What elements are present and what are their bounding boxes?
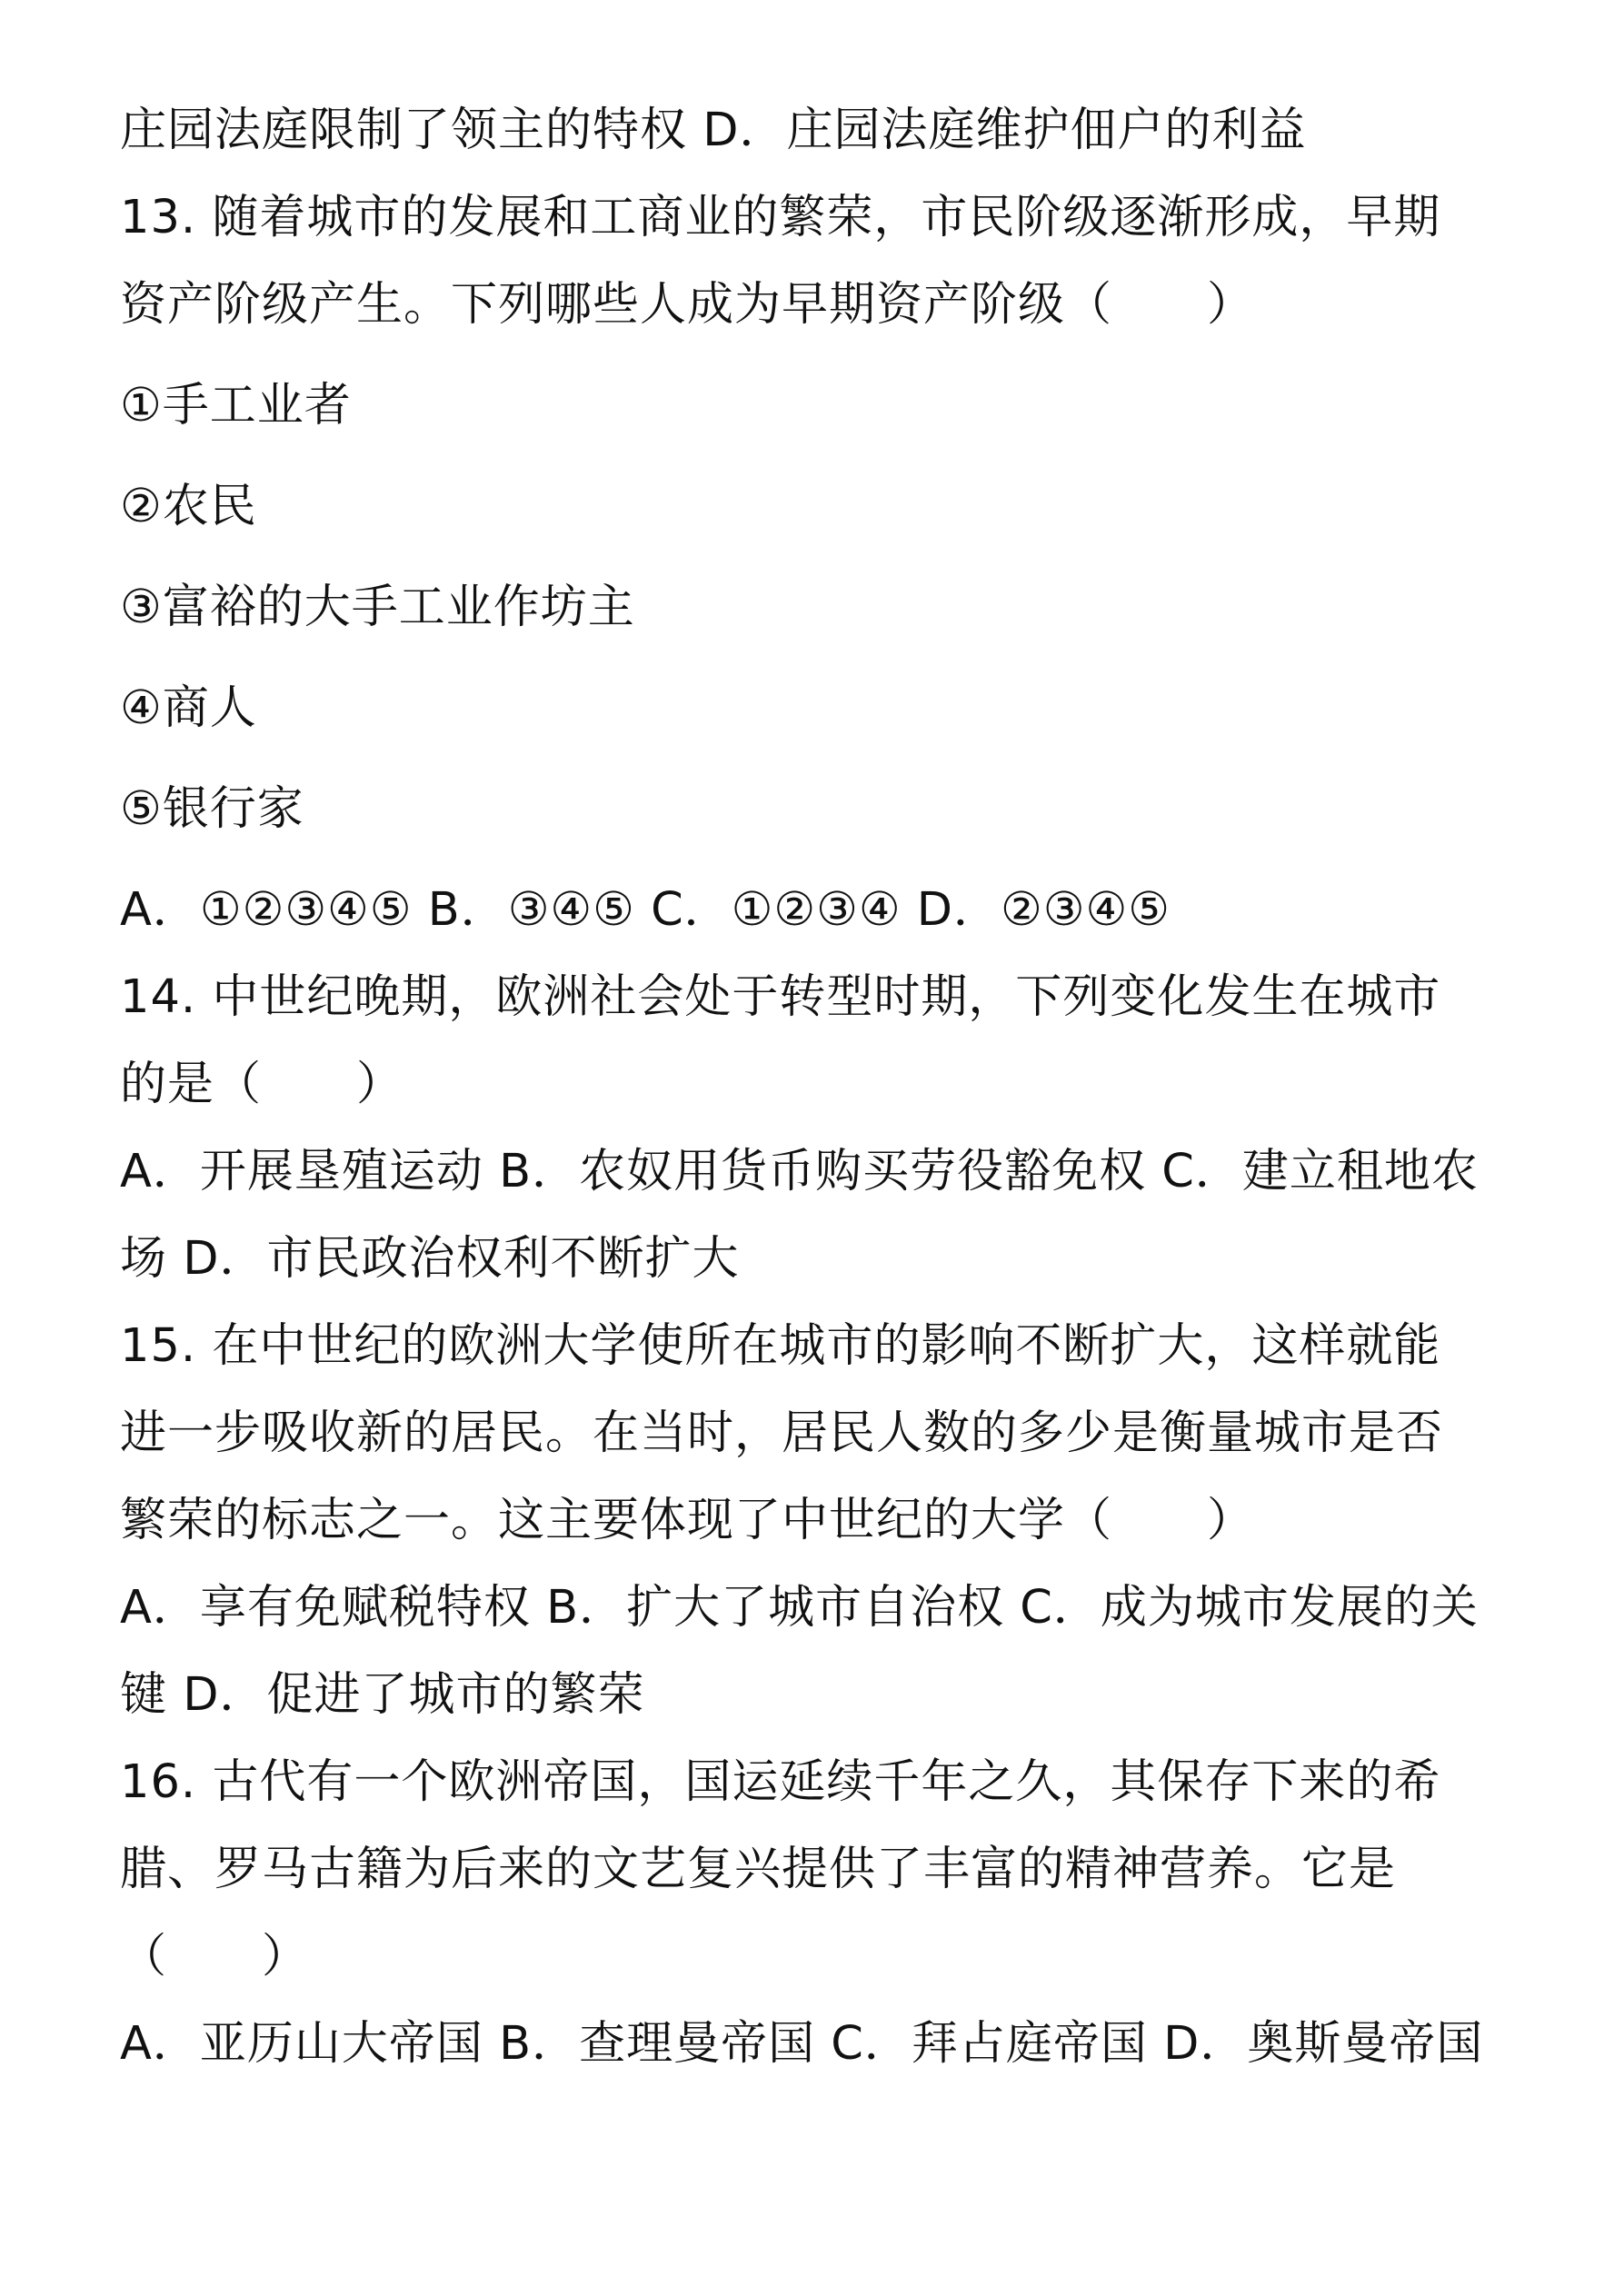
document-page bbox=[120, 87, 1538, 2088]
q16-stem-line-3: （ ） bbox=[120, 1930, 310, 1983]
q16-stem-line-2: 腊、罗马古籍为后来的文艺复兴提供了丰富的精神营养。它是 bbox=[120, 1843, 1397, 1896]
q14-stem-line-1: 14. 中世纪晚期，欧洲社会处于转型时期，下列变化发生在城市 bbox=[120, 970, 1441, 1024]
q15-stem-line-2: 进一步吸收新的居民。在当时，居民人数的多少是衡量城市是否 bbox=[120, 1406, 1444, 1460]
q13-item-1: ①手工业者 bbox=[120, 379, 352, 432]
q15-stem-line-1: 15. 在中世纪的欧洲大学使所在城市的影响不断扩大，这样就能 bbox=[120, 1319, 1441, 1373]
q14-options-line-2: 场 D．市民政治权利不断扩大 bbox=[120, 1232, 740, 1286]
q14-stem-line-2: 的是（ ） bbox=[120, 1058, 404, 1111]
q12-option-cd-tail: 庄园法庭限制了领主的特权 D．庄园法庭维护佃户的利益 bbox=[120, 104, 1307, 157]
q16-stem-line-1: 16. 古代有一个欧洲帝国，国运延续千年之久，其保存下来的希 bbox=[120, 1755, 1441, 1809]
q13-item-5: ⑤银行家 bbox=[120, 782, 304, 836]
q16-options: A．亚历山大帝国 B．查理曼帝国 C．拜占庭帝国 D．奥斯曼帝国 bbox=[120, 2017, 1484, 2071]
q14-options-line-1: A．开展垦殖运动 B．农奴用货币购买劳役豁免权 C．建立租地农 bbox=[120, 1145, 1479, 1198]
q13-item-3: ③富裕的大手工业作坊主 bbox=[120, 581, 635, 634]
q15-options-line-1: A．享有免赋税特权 B．扩大了城市自治权 C．成为城市发展的关 bbox=[120, 1581, 1479, 1635]
q13-item-4: ④商人 bbox=[120, 681, 257, 735]
q13-stem-line-1: 13. 随着城市的发展和工商业的繁荣，市民阶级逐渐形成，早期 bbox=[120, 191, 1441, 244]
q15-stem-line-3: 繁荣的标志之一。这主要体现了中世纪的大学（ ） bbox=[120, 1494, 1255, 1547]
q13-stem-line-2: 资产阶级产生。下列哪些人成为早期资产阶级（ ） bbox=[120, 278, 1255, 332]
q15-options-line-2: 键 D．促进了城市的繁荣 bbox=[120, 1668, 645, 1722]
q13-item-2: ②农民 bbox=[120, 480, 257, 533]
q13-options: A．①②③④⑤ B．③④⑤ C．①②③④ D．②③④⑤ bbox=[120, 883, 1171, 937]
